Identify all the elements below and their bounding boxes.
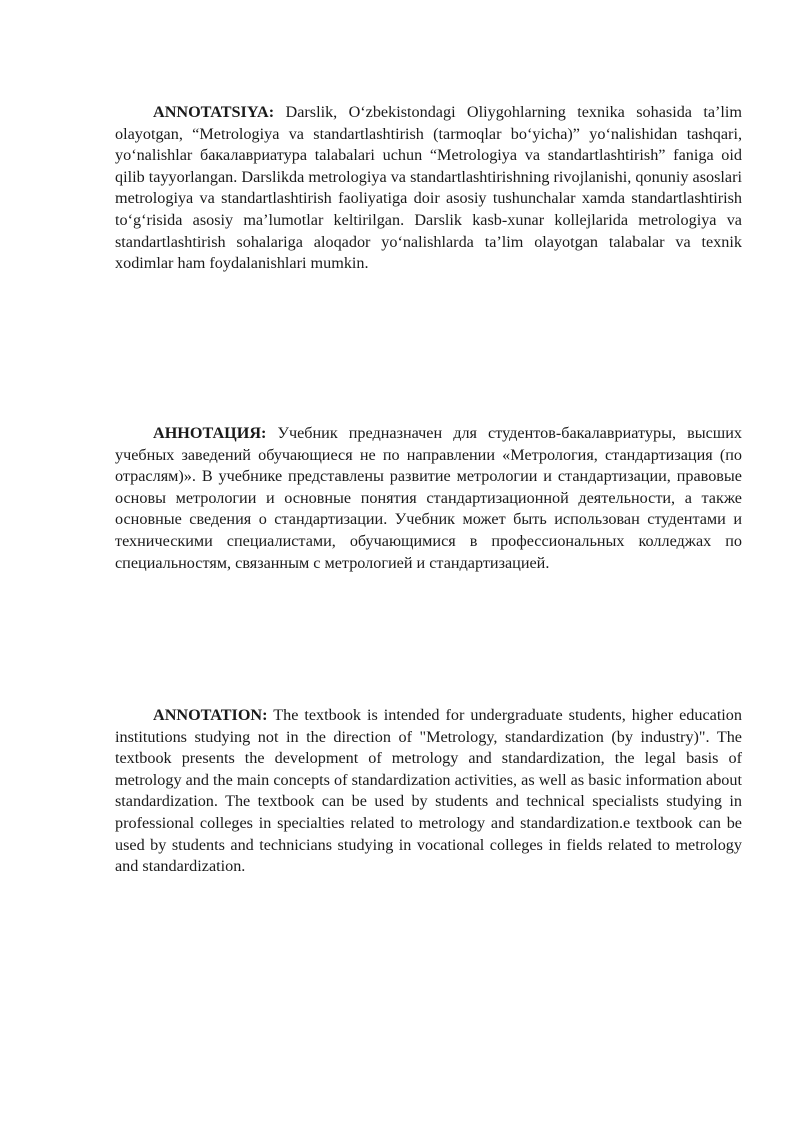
annotation-english-body: The textbook is intended for undergraduate students, higher education institutions studying not in the direction of "Metrology, standardization (by industry)". The textbook presents the development of metrology and standardization, the legal basis of metrology and the main concepts of standardization activities, as well as basic information about standardization. The textbook can be used by students and technical specialists studying in professional colleges in specialties related to metrology and standardization.e textbook can be used by students and technicians studying in vocational colleges in fields related to metrology and standardization. xyxy=(115,706,742,876)
annotation-uzbek xyxy=(115,102,742,275)
annotation-uzbek-body: Darslik, O‘zbekistondagi Oliygohlarning texnika sohasida ta’lim olayotgan, “Metrologiya va standartlashtirish (tarmoqlar bo‘yicha)” yo‘nalishidan tashqari, yo‘nalishlar бакалавриатура talabalari uchun “Metrologiya va standartlashtirish” faniga oid qilib tayyorlangan. Darslikda metrologiya va standartlashtirishning rivojlanishi, qonuniy asoslari metrologiya va standartlashtirish faoliyatiga doir asosiy tushunchalar xamda standartlashtirish to‘g‘risida asosiy ma’lumotlar keltirilgan. Darslik kasb-xunar kollejlarida metrologiya va standartlashtirish sohalariga aloqador yo‘nalishlarda ta’lim olayotgan talabalar va texnik xodimlar ham foydalanishlari mumkin. xyxy=(115,103,742,273)
annotation-russian xyxy=(115,423,742,574)
annotation-russian-heading: АННОТАЦИЯ: xyxy=(153,424,267,442)
annotation-russian-body: Учебник предназначен для студентов-бакалавриатуры, высших учебных заведений обучающиеся не по направлении «Метрология, стандартизация (по отраслям)». В учебнике представлены развитие метрологии и стандартизации, правовые основы метрологии и основные понятия стандартизационной деятельности, а также основные сведения о стандартизации. Учебник может быть использован студентами и техническими специалистами, обучающимися в профессиональных колледжах по специальностям, связанным с метрологией и стандартизацией. xyxy=(115,424,742,572)
annotation-english-heading: ANNOTATION: xyxy=(153,706,268,724)
annotation-uzbek-heading: ANNOTATSIYA: xyxy=(153,103,275,121)
annotation-english xyxy=(115,705,742,878)
